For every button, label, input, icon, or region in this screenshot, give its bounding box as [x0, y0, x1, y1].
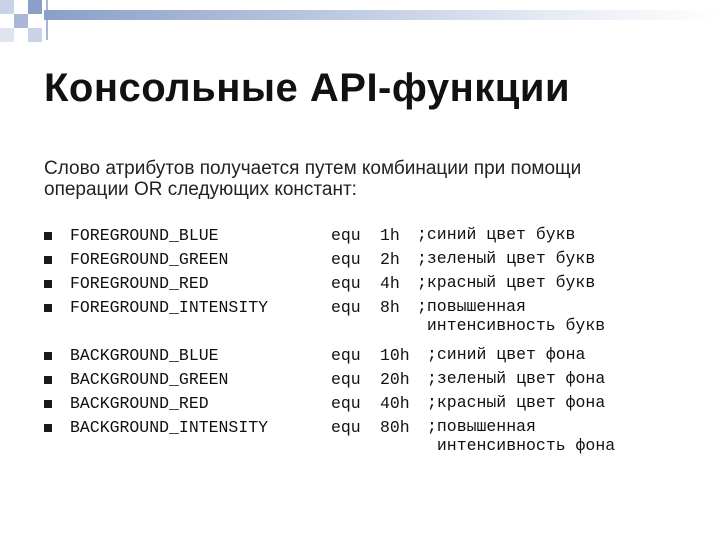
bullet-icon — [44, 280, 52, 288]
constant-name: FOREGROUND_BLUE — [70, 226, 219, 245]
bullet-icon — [44, 232, 52, 240]
bullet-icon — [44, 400, 52, 408]
constant-comment: ;синий цвет букв — [417, 225, 576, 244]
constant-comment: ;синий цвет фона — [427, 345, 586, 364]
deco-square — [14, 14, 28, 28]
constant-op: equ — [331, 298, 361, 317]
constant-op: equ — [331, 250, 361, 269]
constant-comment: ;красный цвет фона — [427, 393, 606, 412]
constant-row — [44, 369, 704, 393]
constant-op: equ — [331, 418, 361, 437]
constants-list — [44, 225, 704, 460]
constant-row — [44, 249, 704, 273]
constant-value: 80h — [380, 418, 410, 437]
constant-op: equ — [331, 370, 361, 389]
constant-value: 40h — [380, 394, 410, 413]
constant-value: 1h — [380, 226, 400, 245]
constant-comment: ;повышенная интенсивность букв — [417, 297, 606, 335]
constant-name: FOREGROUND_INTENSITY — [70, 298, 269, 317]
constant-name: BACKGROUND_GREEN — [70, 370, 229, 389]
constant-value: 4h — [380, 274, 400, 293]
constant-op: equ — [331, 226, 361, 245]
constant-comment: ;зеленый цвет букв — [417, 249, 596, 268]
constant-value: 8h — [380, 298, 400, 317]
constant-value: 20h — [380, 370, 410, 389]
constant-row — [44, 393, 704, 417]
constant-row — [44, 345, 704, 369]
constant-name: BACKGROUND_RED — [70, 394, 209, 413]
bullet-icon — [44, 352, 52, 360]
intro-text: Слово атрибутов получается путем комбинации при помощи операции OR следующих констант: — [44, 158, 582, 200]
deco-gradient-bar — [44, 10, 720, 20]
deco-square — [28, 28, 42, 42]
constant-name: FOREGROUND_GREEN — [70, 250, 229, 269]
constant-op: equ — [331, 274, 361, 293]
constant-value: 2h — [380, 250, 400, 269]
constant-row — [44, 273, 704, 297]
constant-row — [44, 297, 704, 340]
constant-name: FOREGROUND_RED — [70, 274, 209, 293]
constant-row — [44, 417, 704, 460]
bullet-icon — [44, 256, 52, 264]
header-decoration — [0, 0, 720, 50]
deco-square — [0, 0, 14, 14]
deco-line — [46, 0, 48, 40]
constant-name: BACKGROUND_INTENSITY — [70, 418, 269, 437]
deco-square — [28, 0, 42, 14]
constant-row — [44, 225, 704, 249]
constant-name: BACKGROUND_BLUE — [70, 346, 219, 365]
bullet-icon — [44, 376, 52, 384]
slide-title: Консольные API-функции — [44, 66, 571, 110]
bullet-icon — [44, 304, 52, 312]
deco-square — [0, 28, 14, 42]
constant-value: 10h — [380, 346, 410, 365]
constant-comment: ;зеленый цвет фона — [427, 369, 606, 388]
constant-op: equ — [331, 394, 361, 413]
constant-op: equ — [331, 346, 361, 365]
bullet-icon — [44, 424, 52, 432]
constant-comment: ;красный цвет букв — [417, 273, 596, 292]
constant-comment: ;повышенная интенсивность фона — [427, 417, 616, 455]
